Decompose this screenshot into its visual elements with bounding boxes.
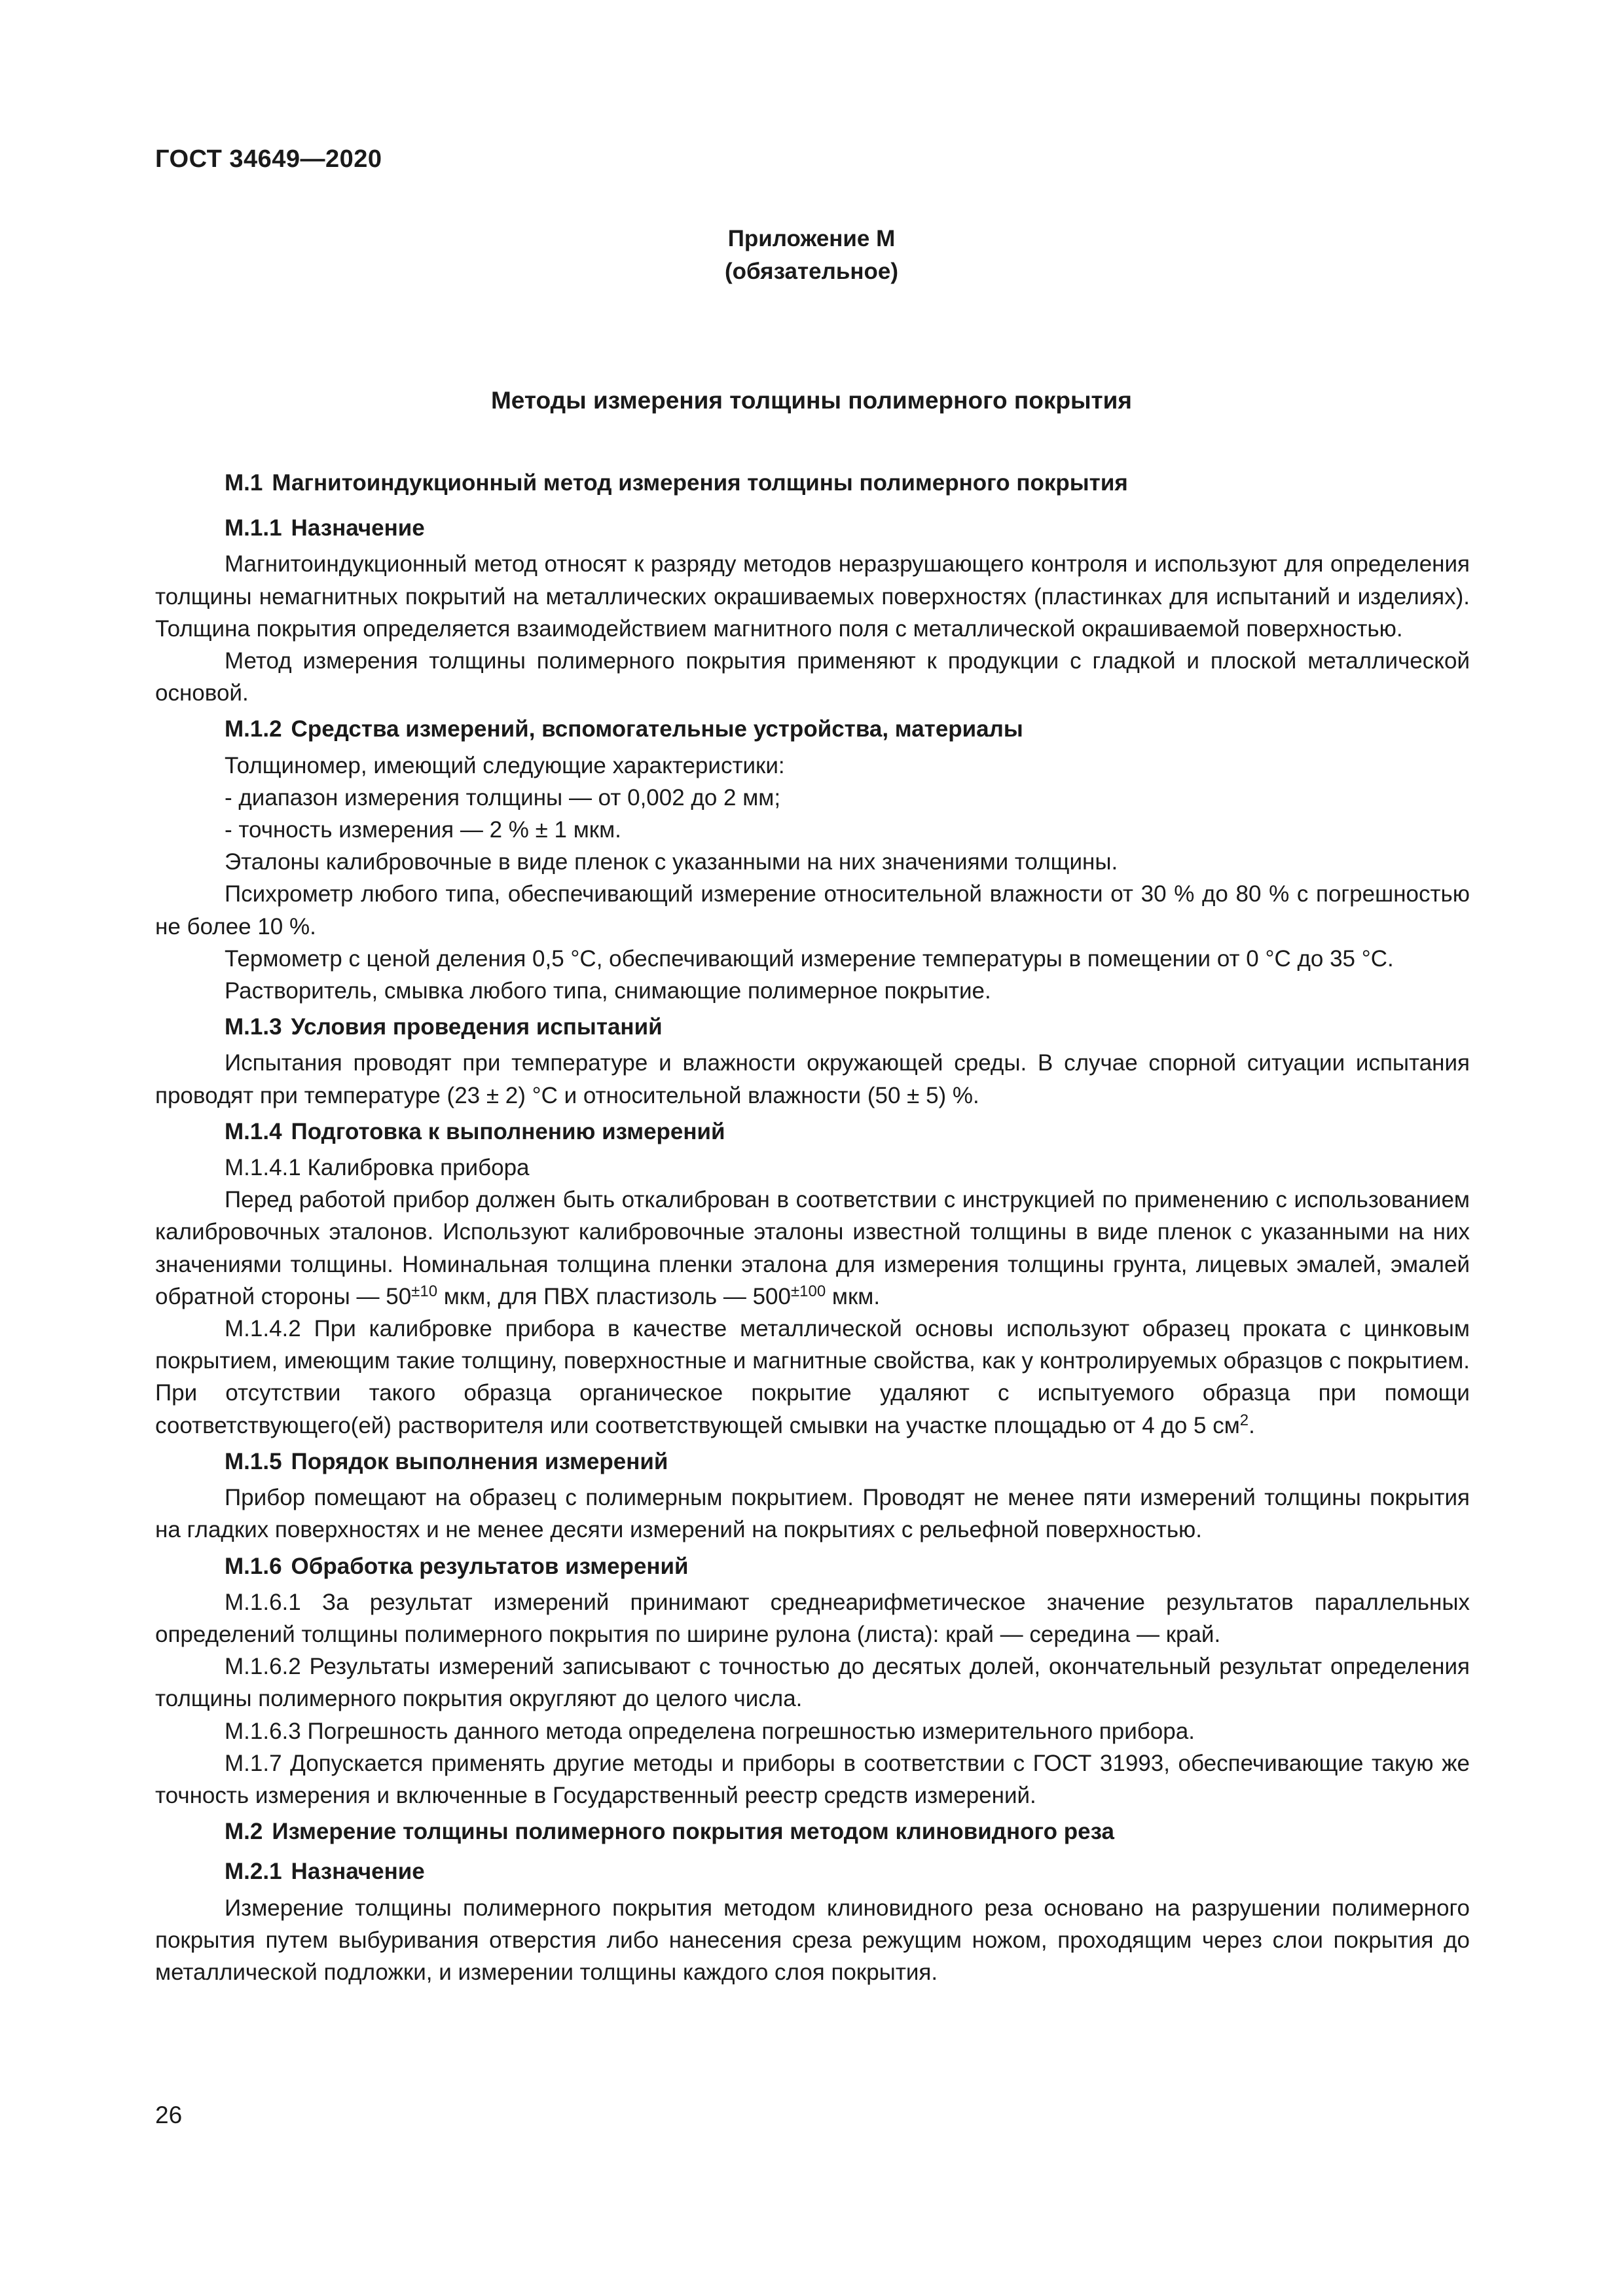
annex-status: (обязательное) (724, 259, 898, 284)
paragraph: М.1.7 Допускается применять другие методы и приборы в соответствии с ГОСТ 31993, обеспечивающие такую же точность измерения и включенные в Государственный реестр средств измерений. (155, 1750, 1470, 1808)
section-title: Средства измерений, вспомогательные устройства, материалы (291, 716, 1023, 742)
paragraph: Испытания проводят при температуре и влажности окружающей среды. В случае спорной ситуации испытания проводят при температуре (23 ± 2) °С и относительной влажности (50 ± 5) %. (155, 1050, 1470, 1108)
paragraph: М.1.6.2 Результаты измерений записывают с точностью до десятых долей, окончательный результат определения толщины полимерного покрытия округляют до целого числа. (155, 1654, 1470, 1712)
section-title: Порядок выполнения измерений (291, 1448, 668, 1474)
paragraph: Измерение толщины полимерного покрытия методом клиновидного реза основано на разрушении полимерного покрытия путем выбуривания отверстия либо нанесения среза режущим ножом, проходящим через слои покрытия до металлической подложки, и измерении толщины каждого слоя покрытия. (155, 1895, 1470, 1985)
section-number: М.2.1 (225, 1859, 282, 1885)
paragraph-text: мкм. (826, 1283, 881, 1309)
paragraph-text: мкм, для ПВХ пластизоль — 500 (437, 1283, 791, 1309)
paragraph: Психрометр любого типа, обеспечивающий измерение относительной влажности от 30 % до 80 % с погрешностью не более 10 %. (155, 881, 1470, 939)
section-heading-m1-5 (155, 1442, 1470, 1482)
section-number: М.1.1 (225, 515, 282, 541)
section-heading-m1-3 (155, 1007, 1470, 1047)
section-heading-m1-1 (155, 508, 1470, 548)
paragraph: Толщиномер, имеющий следующие характеристики: (225, 752, 785, 778)
paragraph (155, 1184, 1470, 1313)
subsection-title: М.1.4.1 Калибровка прибора (225, 1155, 530, 1181)
paragraph-text: Перед работой прибор должен быть откалиброван в соответствии с инструкцией по применению с использованием калибровочных эталонов. Используют калибровочные эталоны известной толщины в виде пленок с указанными на них значениями толщины. Номинальная толщина пленки эталона для измерения толщины грунта, лицевых эмалей, эмалей обратной стороны — 50 (155, 1187, 1470, 1309)
paragraph (155, 1313, 1470, 1442)
section-title: Измерение толщины полимерного покрытия методом клиновидного реза (272, 1819, 1114, 1845)
section-title: Условия проведения испытаний (291, 1014, 663, 1040)
section-number: М.1.4 (225, 1118, 282, 1144)
section-heading-m1-4 (155, 1112, 1470, 1152)
section-number: М.1.2 (225, 716, 282, 742)
section-number: М.1.6 (225, 1553, 282, 1579)
section-number: М.2 (225, 1819, 263, 1845)
list-item: - диапазон измерения толщины — от 0,002 до 2 мм; (225, 784, 781, 811)
section-number: М.1 (225, 470, 263, 496)
paragraph: М.1.6.1 За результат измерений принимают среднеарифметическое значение результатов параллельных определений толщины полимерного покрытия по ширине рулона (листа): край — середина — край. (155, 1589, 1470, 1647)
paragraph: Эталоны калибровочные в виде пленок с указанными на них значениями толщины. (225, 849, 1118, 875)
page-number: 26 (155, 2102, 183, 2128)
section-title: Магнитоиндукционный метод измерения толщины полимерного покрытия (272, 470, 1128, 496)
section-heading-m2 (155, 1812, 1470, 1851)
annex-heading (0, 223, 1623, 288)
superscript: ±100 (790, 1282, 826, 1300)
document-body (155, 462, 1470, 1988)
superscript: ±10 (411, 1282, 438, 1300)
annex-label: Приложение М (727, 226, 896, 251)
section-number: М.1.5 (225, 1448, 282, 1474)
paragraph: М.1.6.3 Погрешность данного метода определена погрешностью измерительного прибора. (225, 1718, 1195, 1744)
section-title: Назначение (291, 1859, 425, 1885)
document-code: ГОСТ 34649—2020 (155, 145, 382, 173)
paragraph: Термометр с ценой деления 0,5 °С, обеспечивающий измерение температуры в помещении от 0 °С до 35 °С. (225, 945, 1394, 972)
section-heading-m1-6 (155, 1546, 1470, 1586)
paragraph-text: . (1249, 1412, 1255, 1438)
section-title: Подготовка к выполнению измерений (291, 1118, 725, 1144)
section-heading-m2-1 (155, 1851, 1470, 1891)
paragraph: Прибор помещают на образец с полимерным покрытием. Проводят не менее пяти измерений толщины покрытия на гладких поверхностях и не менее десяти измерений на покрытиях с рельефной поверхностью. (155, 1485, 1470, 1543)
superscript: 2 (1239, 1411, 1249, 1429)
section-heading-m1-2 (155, 709, 1470, 749)
list-item: - точность измерения — 2 % ± 1 мкм. (225, 817, 621, 843)
paragraph: Метод измерения толщины полимерного покрытия применяют к продукции с гладкой и плоской металлической основой. (155, 648, 1470, 706)
paragraph: Магнитоиндукционный метод относят к разряду методов неразрушающего контроля и используют для определения толщины немагнитных покрытий на металлических окрашиваемых поверхностях (пластинках для испытаний и изделиях). Толщина покрытия определяется взаимодействием магнитного поля с металлической окрашиваемой поверхностью. (155, 551, 1470, 642)
section-heading-m1 (155, 462, 1470, 508)
section-title: Назначение (291, 515, 425, 541)
annex-title: Методы измерения толщины полимерного покрытия (490, 387, 1133, 414)
paragraph-text: М.1.4.2 При калибровке прибора в качестве металлической основы используют образец проката с цинковым покрытием, имеющим такие толщину, поверхностные и магнитные свойства, как у контролируемых образцов с покрытием. При отсутствии такого образца органическое покрытие удаляют с испытуемого образца при помощи соответствующего(ей) растворителя или соответствующей смывки на участке площадью от 4 до 5 см (155, 1316, 1470, 1438)
section-title: Обработка результатов измерений (291, 1553, 689, 1579)
section-number: М.1.3 (225, 1014, 282, 1040)
paragraph: Растворитель, смывка любого типа, снимающие полимерное покрытие. (225, 978, 991, 1004)
